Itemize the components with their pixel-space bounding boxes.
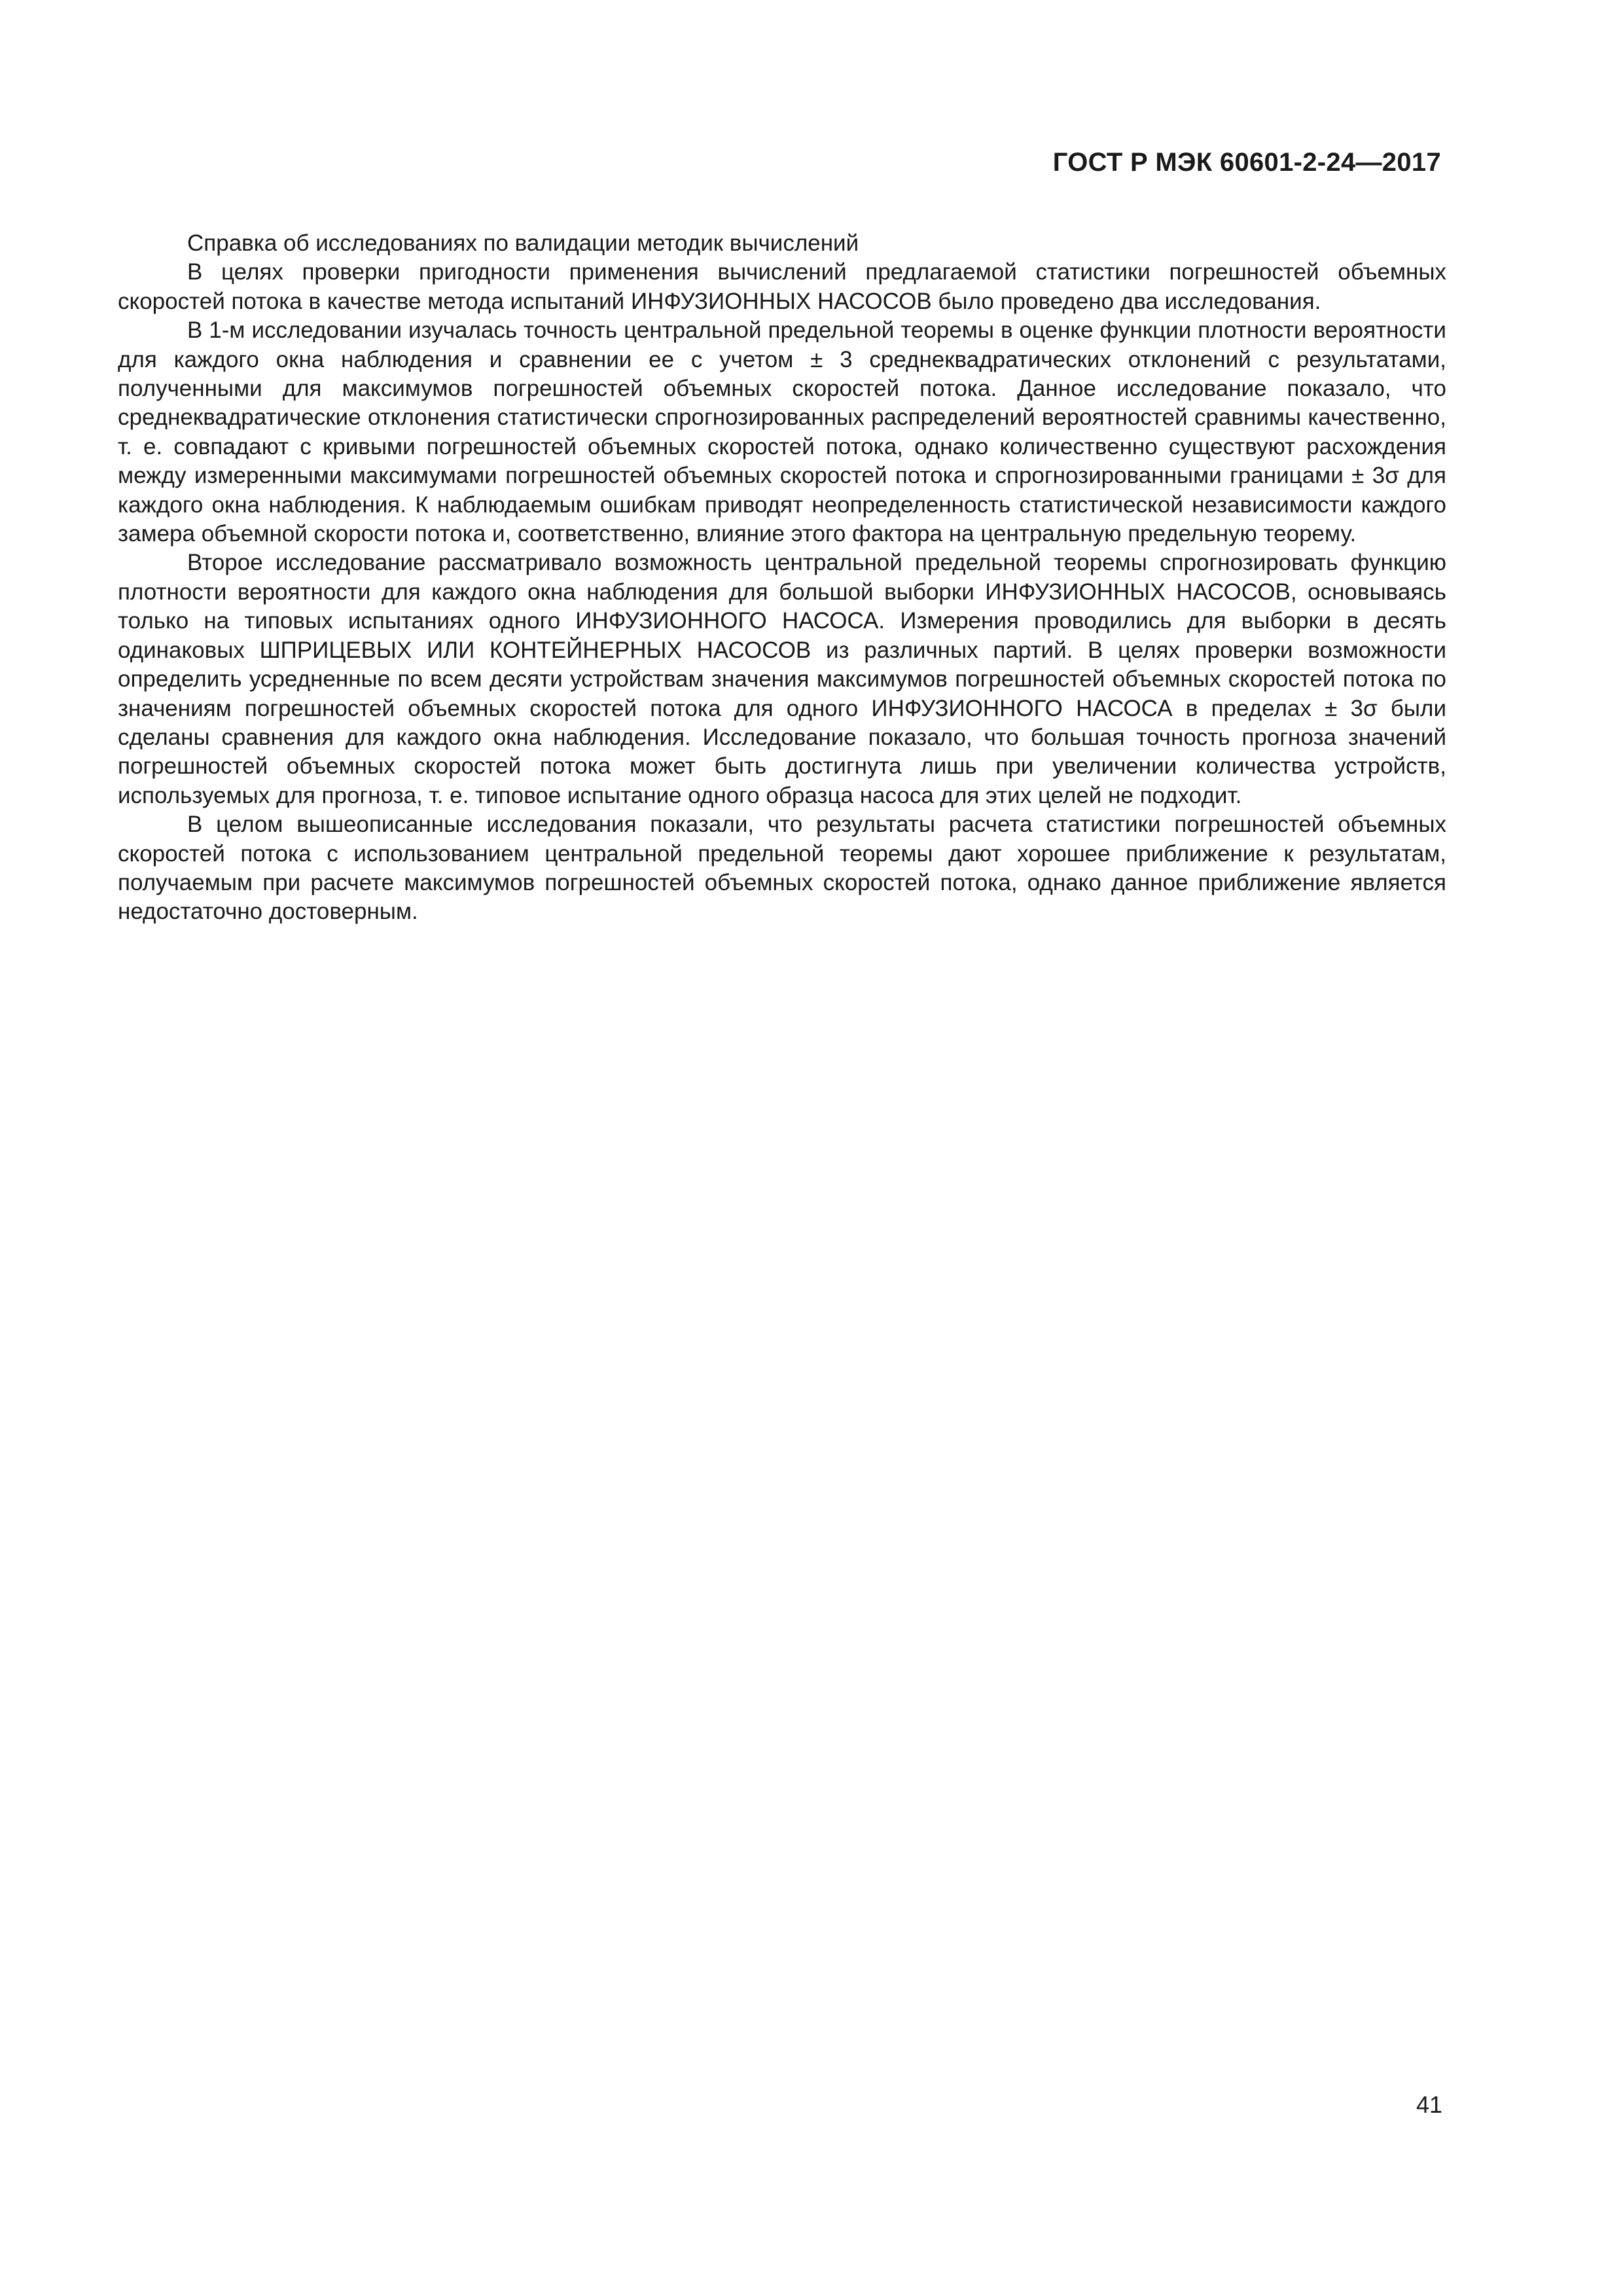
- document-standard-id: ГОСТ Р МЭК 60601-2-24—2017: [1052, 148, 1441, 177]
- paragraph-first-study: В 1-м исследовании изучалась точность центральной предельной теоремы в оценке функции плотности вероятности для каждого окна наблюдения и сравнении ее с учетом ± 3 среднеквадратических отклонений с результатами, полученными для максимумов погрешностей объемных скоростей потока. Данное исследование показало, что среднеквадратические отклонения статистически спрогнозированных распределений вероятностей сравнимы качественно, т. е. совпадают с кривыми погрешностей объемных скоростей потока, однако количественно существуют расхождения между измеренными максимумами погрешностей объемных скоростей потока и спрогнозированными границами ± 3σ для каждого окна наблюдения. К наблюдаемым ошибкам приводят неопределенность статистической независимости каждого замера объемной скорости потока и, соответственно, влияние этого фактора на центральную предельную теорему.: [118, 317, 1446, 547]
- paragraph-conclusion: В целом вышеописанные исследования показали, что результаты расчета статистики погрешностей объемных скоростей потока с использованием центральной предельной теоремы дают хорошее приближение к результатам, получаемым при расчете максимумов погрешностей объемных скоростей потока, однако данное приближение является недостаточно достоверным.: [118, 812, 1446, 925]
- page-number: 41: [1416, 2091, 1442, 2118]
- paragraph-second-study: Второе исследование рассматривало возможность центральной предельной теоремы спрогнозировать функцию плотности вероятности для каждого окна наблюдения для большой выборки ИНФУЗИОННЫХ НАСОСОВ, основываясь только на типовых испытаниях одного ИНФУЗИОННОГО НАСОСА. Измерения проводились для выборки в десять одинаковых ШПРИЦЕВЫХ ИЛИ КОНТЕЙНЕРНЫХ НАСОСОВ из различных партий. В целях проверки возможности определить усредненные по всем десяти устройствам значения максимумов погрешностей объемных скоростей потока по значениям погрешностей объемных скоростей потока для одного ИНФУЗИОННОГО НАСОСА в пределах ± 3σ были сделаны сравнения для каждого окна наблюдения. Исследование показало, что большая точность прогноза значений погрешностей объемных скоростей потока может быть достигнута лишь при увеличении количества устройств, используемых для прогноза, т. е. типовое испытание одного образца насоса для этих целей не подходит.: [118, 550, 1446, 808]
- paragraph-purpose: В целях проверки пригодности применения вычислений предлагаемой статистики погрешностей объемных скоростей потока в качестве метода испытаний ИНФУЗИОННЫХ НАСОСОВ было проведено два исследования.: [118, 259, 1446, 314]
- paragraph-reference-title: Справка об исследованиях по валидации методик вычислений: [187, 230, 859, 256]
- document-body: [118, 229, 1446, 927]
